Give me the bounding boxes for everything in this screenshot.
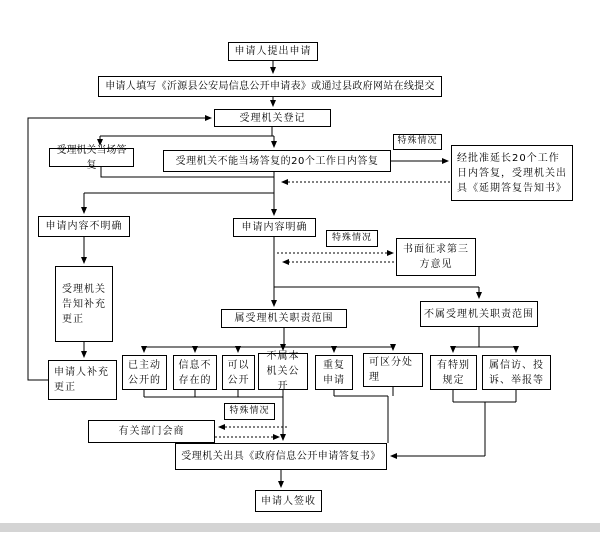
flow-node-repeat-apply: 重复申请 [315,355,353,390]
flow-node-applicant-supplement: 申请人补充更正 [48,360,117,400]
flow-node-outside-scope: 不属受理机关职责范围 [420,301,538,327]
flow-node-not-this-organ: 不属本机关公开 [258,353,308,390]
flow-node-can-public: 可以公开 [222,355,255,390]
flow-node-applicant-sign: 申请人签收 [255,490,322,512]
flow-node-applicant-submit: 申请人提出申请 [228,42,318,61]
flow-node-separable: 可区分处理 [363,353,423,387]
flow-node-content-unclear: 申请内容不明确 [38,216,130,237]
flow-node-special-rules: 有特别规定 [430,355,477,390]
flow-node-special-case-bottom: 特殊情况 [224,403,275,420]
flow-node-issue-reply: 受理机关出具《政府信息公开申请答复书》 [175,443,387,470]
flow-node-already-public: 已主动公开的 [122,355,167,390]
flow-node-content-clear: 申请内容明确 [233,218,316,237]
flow-node-third-party: 书面征求第三方意见 [396,238,476,276]
flow-node-onspot-reply: 受理机关当场答复 [49,148,134,167]
flow-node-notify-supplement: 受理机关告知补充更正 [55,266,113,342]
flow-node-info-not-exist: 信息不存在的 [173,355,217,390]
horizontal-scrollbar[interactable] [0,523,600,532]
flow-node-reply-20days: 受理机关不能当场答复的20个工作日内答复 [163,150,391,172]
flow-node-fill-form: 申请人填写《沂源县公安局信息公开申请表》或通过县政府网站在线提交 [98,76,442,97]
flow-node-register: 受理机关登记 [214,109,331,127]
flow-node-petition: 属信访、投诉、举报等 [482,355,551,390]
flow-node-special-case-mid: 特殊情况 [326,230,378,247]
flow-node-special-case-top: 特殊情况 [393,134,442,150]
flow-node-within-scope: 属受理机关职责范围 [221,309,347,328]
flow-node-dept-consult: 有关部门会商 [88,420,215,443]
flow-node-extend-reply: 经批准延长20个工作日内答复，受理机关出具《延期答复告知书》 [451,145,573,201]
